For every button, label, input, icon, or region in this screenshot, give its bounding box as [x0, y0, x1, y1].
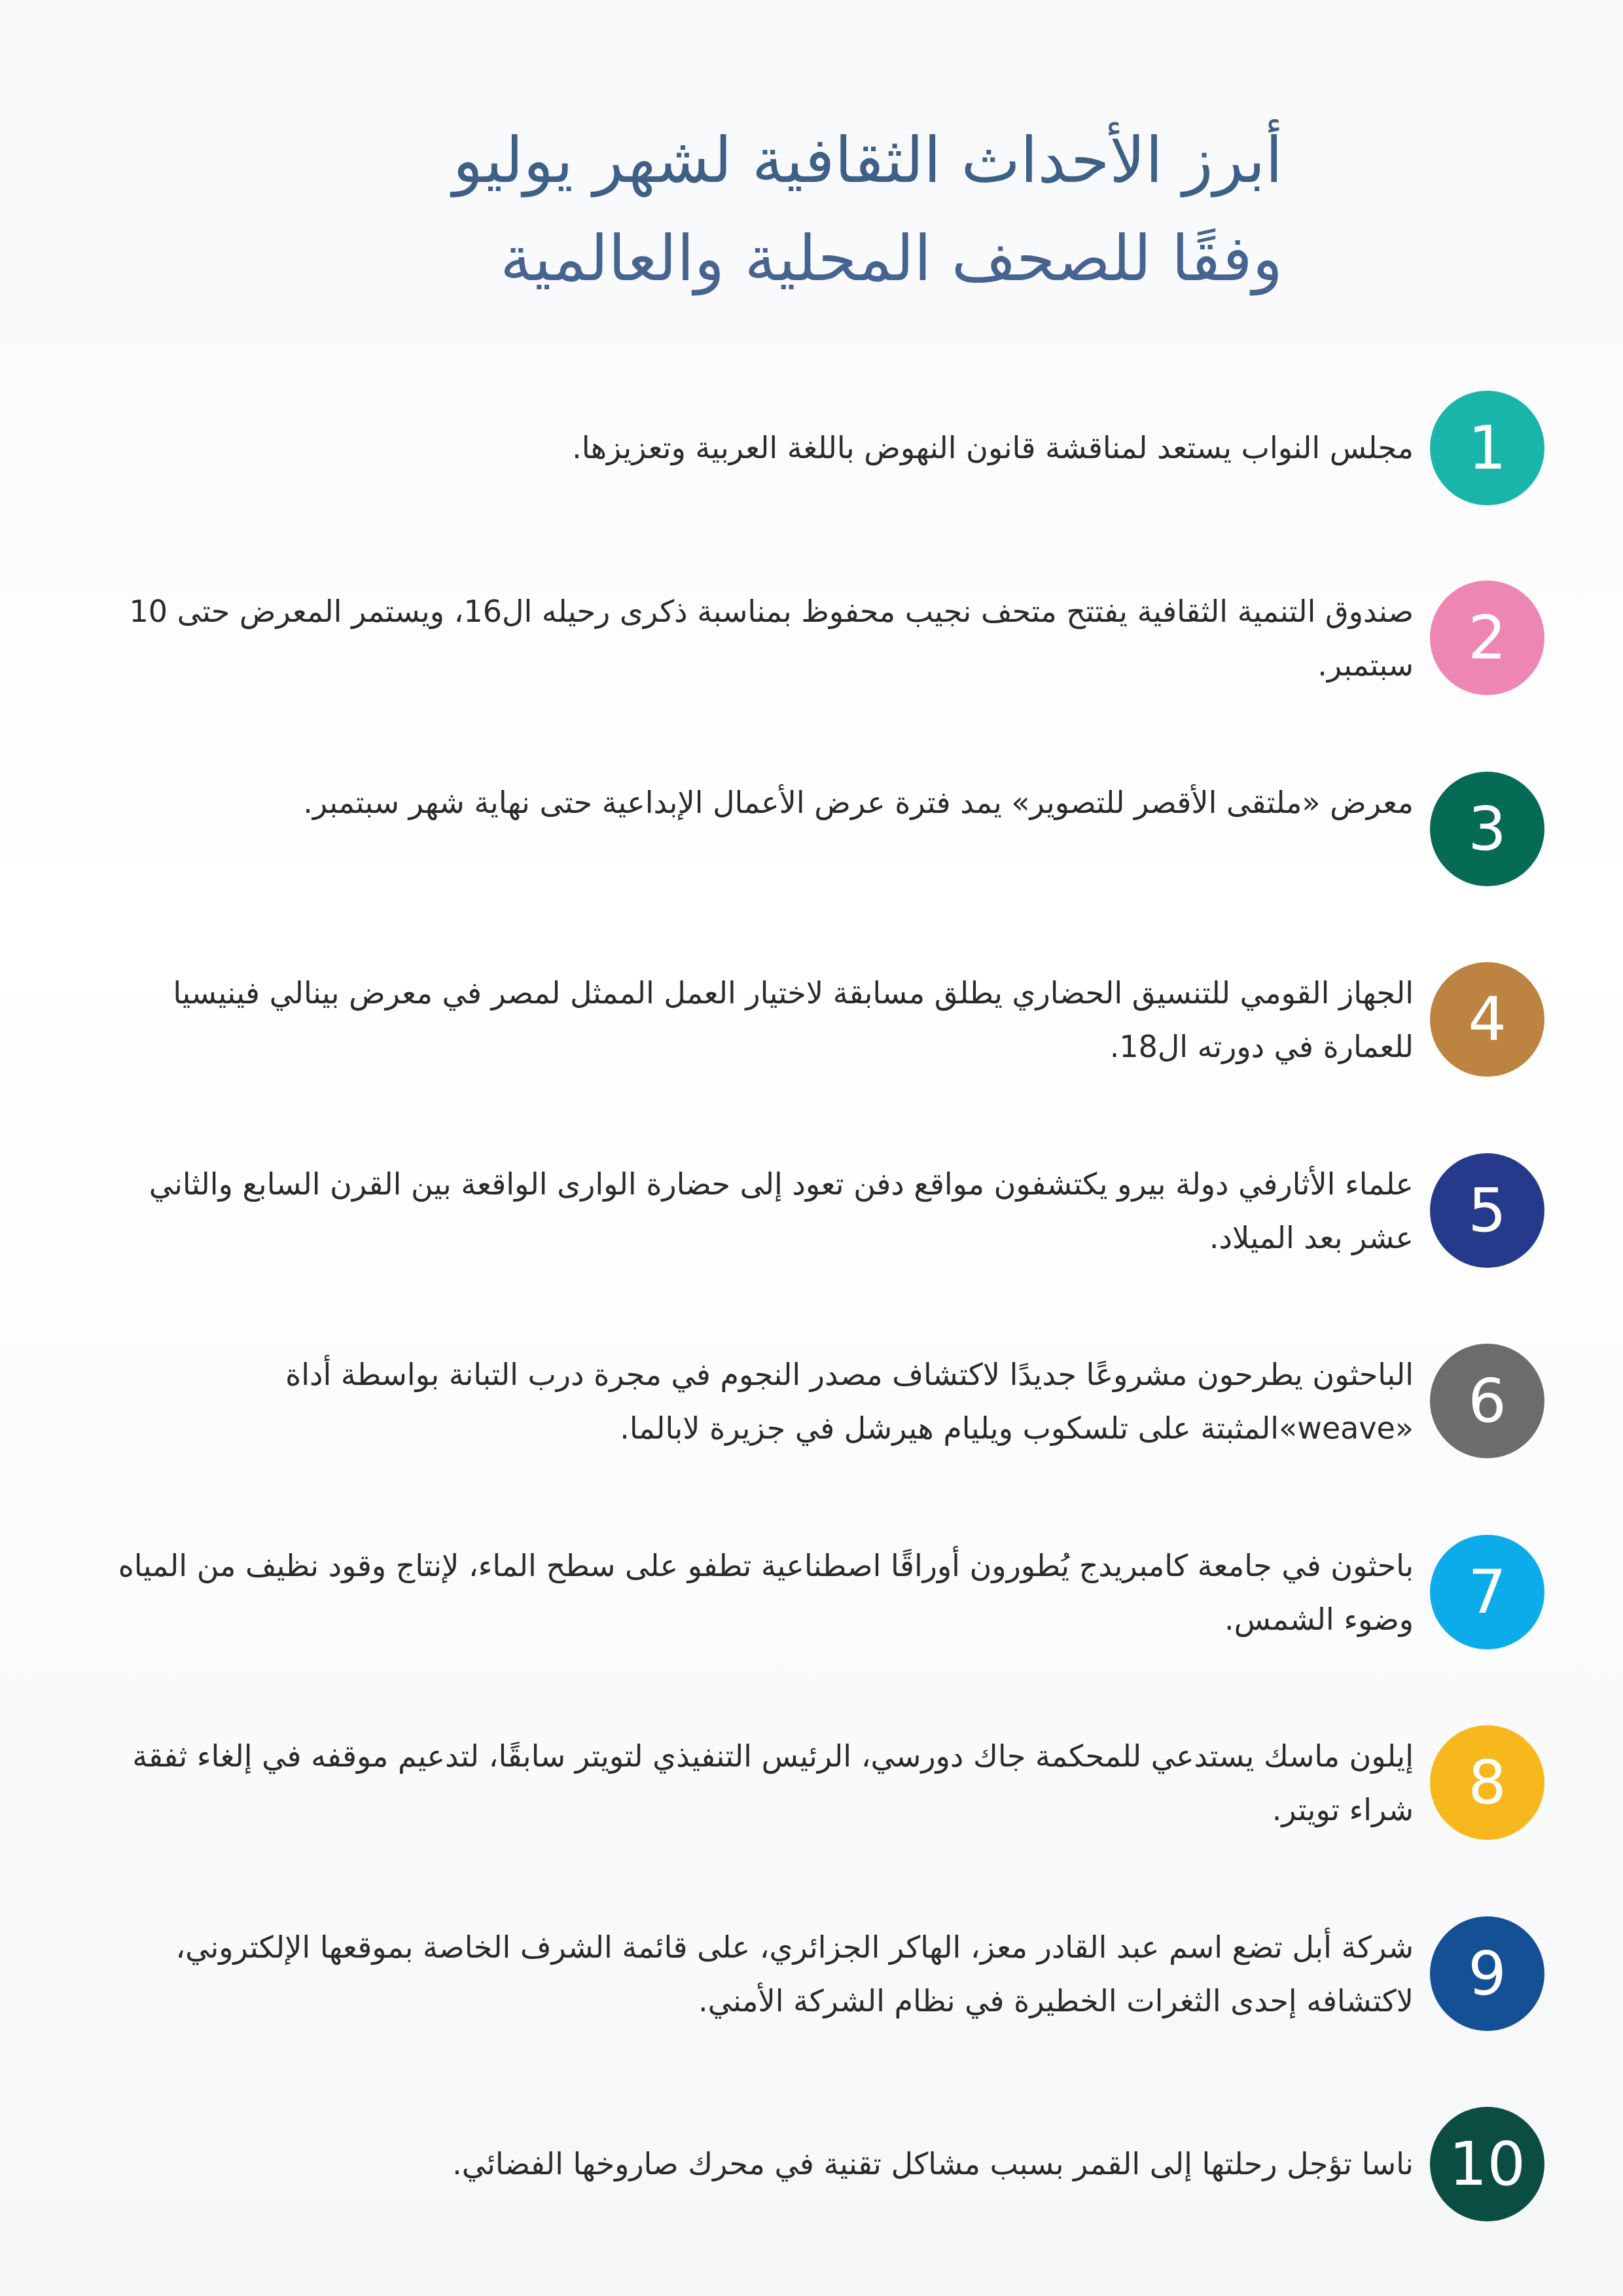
list-item: [79, 962, 1544, 1077]
item-number-badge: 9: [1430, 1916, 1544, 2031]
item-text: الجهاز القومي للتنسيق الحضاري يطلق مسابقة لاختيار العمل الممثل لمصر في معرض بينالي فينيسيا للعمارة في دورته ال18.: [173, 975, 1414, 1064]
item-text: ناسا تؤجل رحلتها إلى القمر بسبب مشاكل تقنية في محرك صاروخها الفضائي.: [452, 2146, 1414, 2181]
item-number-badge: 8: [1430, 1725, 1544, 1840]
item-number-badge: 10: [1430, 2107, 1544, 2221]
item-text: علماء الأثارفي دولة بيرو يكتشفون مواقع دفن تعود إلى حضارة الوارى الواقعة بين القرن السابع والثاني عشر بعد الميلاد.: [149, 1166, 1414, 1255]
item-text: شركة أبل تضع اسم عبد القادر معز، الهاكر الجزائري، على قائمة الشرف الخاصة بموقعها الإلكتروني، لاكتشافه إحدى الثغرات الخطيرة في نظام الشركة الأمني.: [175, 1929, 1414, 2018]
item-text: صندوق التنمية الثقافية يفتتح متحف نجيب محفوظ بمناسبة ذكرى رحيله ال16، ويستمر المعرض حتى 10 سبتمبر.: [129, 594, 1414, 683]
title-line-2: وفقًا للصحف المحلية والعالمية: [500, 222, 1283, 295]
list-item: [79, 1153, 1544, 1268]
list-item: [79, 391, 1544, 505]
item-number-badge: 5: [1430, 1153, 1544, 1268]
item-text: الباحثون يطرحون مشروعًا جديدًا لاكتشاف مصدر النجوم في مجرة درب التبانة بواسطة أداة «weave»المثبتة على تلسكوب ويليام هيرشل في جزيرة لابالما.: [285, 1357, 1414, 1446]
item-text: مجلس النواب يستعد لمناقشة قانون النهوض باللغة العربية وتعزيزها.: [572, 430, 1414, 465]
item-text: معرض «ملتقى الأقصر للتصوير» يمد فترة عرض الأعمال الإبداعية حتى نهاية شهر سبتمبر.: [303, 785, 1414, 820]
item-text: إيلون ماسك يستدعي للمحكمة جاك دورسي، الرئيس التنفيذي لتويتر سابقًا، لتدعيم موقفه في إلغاء ثفقة شراء تويتر.: [132, 1738, 1414, 1827]
item-number-badge: 4: [1430, 962, 1544, 1077]
list-item: [79, 772, 1544, 886]
list-item: [79, 1725, 1544, 1840]
list-item: [79, 1535, 1544, 1649]
item-number-badge: 7: [1430, 1535, 1544, 1649]
title-line-1: أبرز الأحداث الثقافية لشهر يوليو: [452, 124, 1283, 197]
list-item: [79, 581, 1544, 695]
list-item: [79, 1344, 1544, 1458]
list-item: [79, 2107, 1544, 2221]
page-title: [170, 111, 1283, 308]
item-number-badge: 6: [1430, 1344, 1544, 1458]
item-text: باحثون في جامعة كامبريدج يُطورون أوراقًا اصطناعية تطفو على سطح الماء، لإنتاج وقود نظيف من المياه وضوء الشمس.: [118, 1548, 1414, 1637]
item-number-badge: 2: [1430, 581, 1544, 695]
item-number-badge: 1: [1430, 391, 1544, 505]
item-number-badge: 3: [1430, 772, 1544, 886]
list-item: [79, 1916, 1544, 2031]
